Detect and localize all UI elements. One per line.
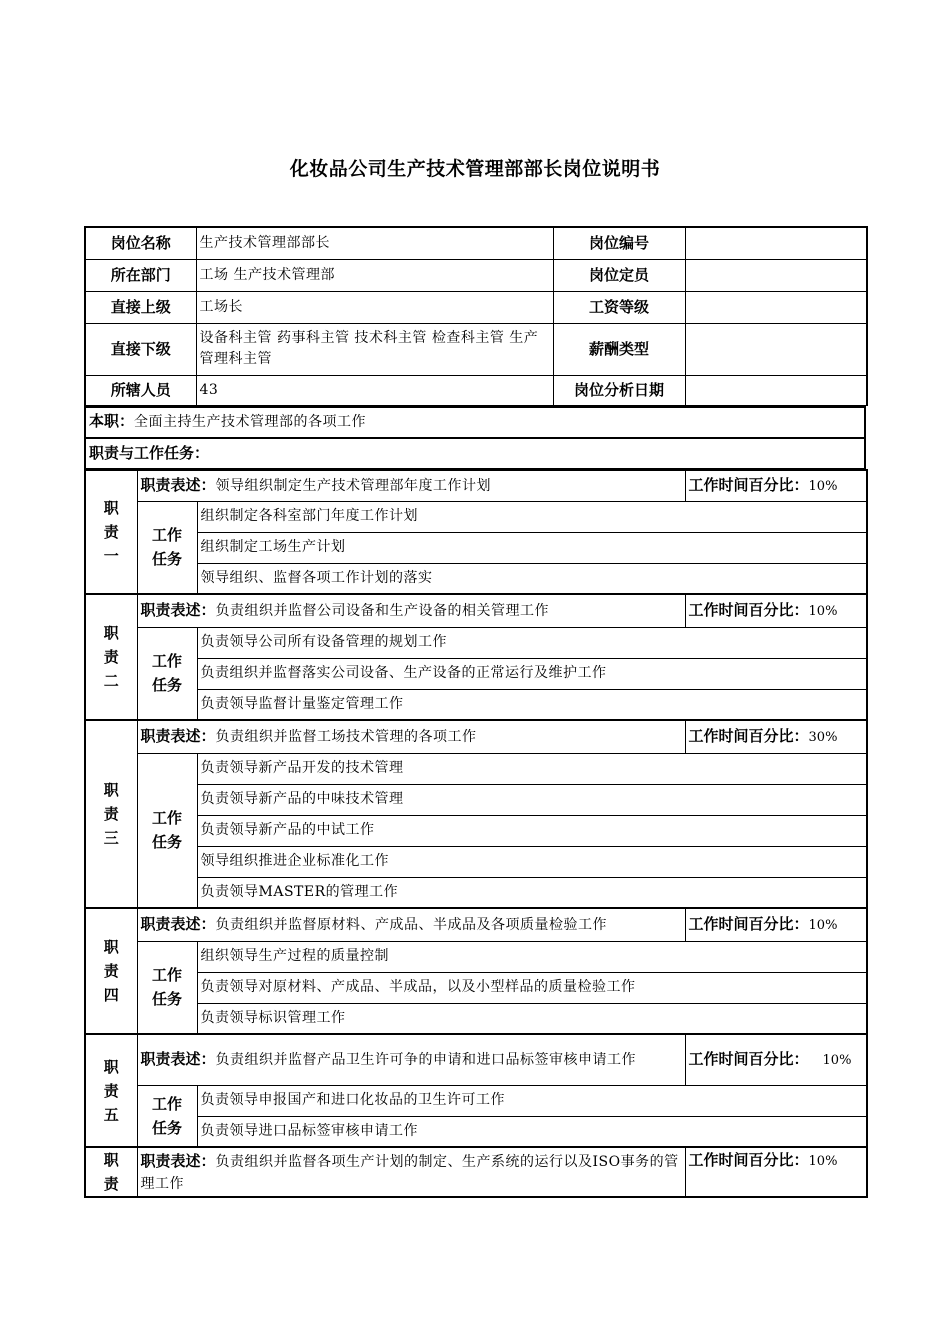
task-row: [85, 877, 867, 908]
statement-label: 职责表述：: [140, 600, 216, 619]
duty-statement-row: [85, 470, 867, 501]
task-row: [85, 1116, 867, 1147]
statement-text: 负责组织并监督公司设备和生产设备的相关管理工作: [215, 602, 550, 619]
job-description-form: [84, 226, 866, 1198]
tasks-label-text: 工作 任务: [151, 809, 182, 852]
task-item: 负责领导新产品的中试工作: [197, 815, 867, 846]
tasks-label: [137, 627, 197, 720]
job-info-table: [84, 226, 868, 406]
task-row: [85, 815, 867, 846]
duty-name: [85, 908, 137, 1034]
time-pct-label: 工作时间百分比：: [688, 600, 809, 619]
core-duty-label: 本职：: [89, 412, 135, 430]
task-item: 领导组织推进企业标准化工作: [197, 846, 867, 877]
info-value: 设备科主管 药事科主管 技术科主管 检查科主管 生产管理科主管: [196, 323, 553, 375]
time-pct-label: 工作时间百分比：: [688, 726, 809, 745]
info-value: [685, 291, 867, 323]
info-value: [685, 375, 867, 405]
info-label: 所在部门: [85, 259, 196, 291]
info-row: [85, 375, 867, 405]
statement-text: 负责组织并监督原材料、产成品、半成品及各项质量检验工作: [215, 916, 608, 933]
duty-name-text: 职 责: [103, 1151, 119, 1193]
duty-statement-row: [85, 594, 867, 627]
core-duty: [85, 407, 865, 438]
statement-label: 职责表述：: [140, 914, 216, 933]
info-row: [85, 227, 867, 259]
info-value: 工场 生产技术管理部: [196, 259, 553, 291]
task-item: 负责领导标识管理工作: [197, 1003, 867, 1034]
duty-statement-row: [85, 908, 867, 941]
duty-name-text: 职 责 五: [103, 1057, 119, 1124]
tasks-label: [137, 941, 197, 1034]
info-label: 岗位编号: [553, 227, 685, 259]
tasks-label: [137, 753, 197, 908]
duty-time-pct: [685, 1147, 867, 1197]
task-row: [85, 753, 867, 784]
task-item: 负责领导申报国产和进口化妆品的卫生许可工作: [197, 1085, 867, 1116]
info-label: 所辖人员: [85, 375, 196, 405]
duty-name: [85, 1034, 137, 1147]
time-pct-value: 10%: [808, 1154, 838, 1169]
statement-label: 职责表述：: [140, 726, 216, 745]
statement-text: 负责组织并监督产品卫生许可争的申请和进口品标签审核申请工作: [215, 1052, 637, 1069]
tasks-label: [137, 1085, 197, 1147]
task-row: [85, 532, 867, 563]
statement-label: 职责表述：: [140, 1151, 216, 1170]
duty-statement-row: [85, 720, 867, 753]
info-value: [685, 323, 867, 375]
time-pct-value: 10%: [808, 478, 838, 494]
info-label: 直接下级: [85, 323, 196, 375]
task-row: [85, 563, 867, 594]
tasks-label-text: 工作 任务: [151, 1094, 182, 1137]
statement-text: 负责组织并监督各项生产计划的制定、生产系统的运行以及ISO事务的管理工作: [140, 1153, 679, 1192]
task-item: 负责领导新产品开发的技术管理: [197, 753, 867, 784]
duty-statement: [137, 1147, 685, 1197]
task-item: 组织制定工场生产计划: [197, 532, 867, 563]
task-row: [85, 846, 867, 877]
duty-time-pct: [685, 594, 867, 627]
info-label: 岗位定员: [553, 259, 685, 291]
task-row: [85, 972, 867, 1003]
task-item: 负责领导新产品的中味技术管理: [197, 784, 867, 815]
info-row: [85, 291, 867, 323]
task-row: [85, 1003, 867, 1034]
duty-name: [85, 594, 137, 720]
core-duty-table: [84, 406, 866, 470]
info-value: 工场长: [196, 291, 553, 323]
duty-statement-row: [85, 1034, 867, 1085]
info-label: 岗位名称: [85, 227, 196, 259]
duty-statement: [137, 470, 685, 501]
info-label: 岗位分析日期: [553, 375, 685, 405]
duty-name-text: 职 责 二: [103, 624, 119, 690]
duty-name: [85, 1147, 137, 1197]
duty-time-pct: [685, 720, 867, 753]
page-title: 化妆品公司生产技术管理部部长岗位说明书: [289, 158, 661, 180]
info-row: [85, 259, 867, 291]
tasks-label-text: 工作 任务: [151, 966, 182, 1009]
duty-statement: [137, 908, 685, 941]
task-row: [85, 627, 867, 658]
time-pct-label: 工作时间百分比：: [688, 1151, 809, 1169]
info-value: 43: [196, 375, 553, 405]
info-value: 生产技术管理部部长: [196, 227, 553, 259]
duty-statement: [137, 1034, 685, 1085]
time-pct-label: 工作时间百分比：: [688, 1049, 809, 1068]
duties-table: [84, 469, 868, 1198]
tasks-label-text: 工作 任务: [151, 526, 182, 569]
task-row: [85, 784, 867, 815]
tasks-label-text: 工作 任务: [151, 652, 182, 695]
task-row: [85, 658, 867, 689]
task-row: [85, 689, 867, 720]
time-pct-value: 10%: [808, 603, 838, 619]
task-item: 负责组织并监督落实公司设备、生产设备的正常运行及维护工作: [197, 658, 867, 689]
info-label: 工资等级: [553, 291, 685, 323]
task-item: 负责领导公司所有设备管理的规划工作: [197, 627, 867, 658]
statement-text: 负责组织并监督工场技术管理的各项工作: [215, 728, 477, 745]
duty-statement-row: [85, 1147, 867, 1197]
statement-label: 职责表述：: [140, 1050, 216, 1069]
time-pct-value: 30%: [808, 729, 838, 745]
duty-name: [85, 720, 137, 908]
duty-time-pct: [685, 470, 867, 501]
tasks-label: [137, 501, 197, 594]
task-item: 负责领导监督计量鉴定管理工作: [197, 689, 867, 720]
info-row: [85, 323, 867, 375]
info-label: 薪酬类型: [553, 323, 685, 375]
task-item: 负责领导进口品标签审核申请工作: [197, 1116, 867, 1147]
time-pct-label: 工作时间百分比：: [688, 914, 809, 933]
duties-header: 职责与工作任务：: [85, 438, 865, 469]
duty-name: [85, 470, 137, 594]
task-row: [85, 1085, 867, 1116]
time-pct-value: 10%: [822, 1052, 852, 1068]
statement-text: 领导组织制定生产技术管理部年度工作计划: [215, 477, 492, 494]
core-duty-text: 全面主持生产技术管理部的各项工作: [134, 414, 367, 430]
time-pct-value: 10%: [808, 917, 838, 933]
duty-statement: [137, 720, 685, 753]
duty-name-text: 职 责 四: [103, 938, 119, 1004]
duty-name-text: 职 责 三: [103, 781, 119, 847]
task-row: [85, 501, 867, 532]
info-value: [685, 259, 867, 291]
task-item: 负责领导对原材料、产成品、半成品，以及小型样品的质量检验工作: [197, 972, 867, 1003]
info-value: [685, 227, 867, 259]
duty-statement: [137, 594, 685, 627]
task-item: 组织领导生产过程的质量控制: [197, 941, 867, 972]
duty-time-pct: [685, 908, 867, 941]
duty-name-text: 职 责 一: [103, 499, 119, 565]
statement-label: 职责表述：: [140, 475, 216, 494]
time-pct-label: 工作时间百分比：: [688, 475, 809, 494]
task-row: [85, 941, 867, 972]
task-item: 组织制定各科室部门年度工作计划: [197, 501, 867, 532]
task-item: 负责领导MASTER的管理工作: [197, 877, 867, 908]
task-item: 领导组织、监督各项工作计划的落实: [197, 563, 867, 594]
info-label: 直接上级: [85, 291, 196, 323]
duty-time-pct: [685, 1034, 867, 1085]
